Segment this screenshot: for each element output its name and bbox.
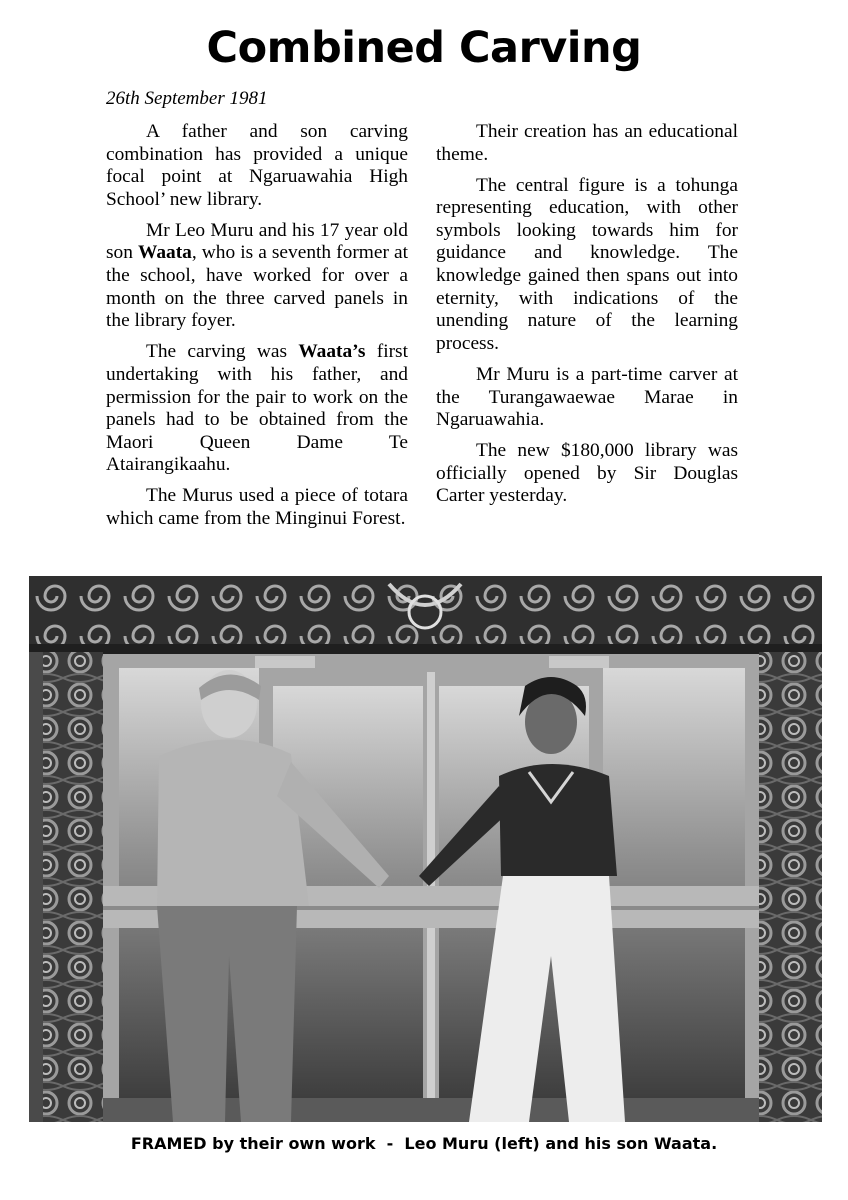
paragraph: Mr Leo Muru and his 17 year old son Waata, who is a seventh former at the school, have worked for over a month on the three carved panels in the library foyer.	[106, 219, 408, 332]
right-column	[436, 121, 738, 517]
paragraph: A father and son carving combination has provided a unique focal point at Ngaruawahia High School’ new library.	[106, 121, 408, 210]
paragraph: The Murus used a piece of totara which came from the Minginui Forest.	[106, 485, 408, 529]
paragraph: The central figure is a tohunga representing education, with other symbols looking towards him for guidance and knowledge. The knowledge gained then spans out into eternity, with indications of the unending nature of the learning process.	[436, 174, 738, 354]
article-photo	[29, 576, 822, 1122]
paragraph: Mr Muru is a part-time carver at the Turangawaewae Marae in Ngaruawahia.	[436, 363, 738, 431]
photo-caption: FRAMED by their own work - Leo Muru (left) and his son Waata.	[130, 1134, 718, 1153]
paragraph: The carving was Waata’s first undertaking with his father, and permission for the pair to work on the panels had to be obtained from the Maori Queen Dame Te Atairangikaahu.	[106, 341, 408, 476]
left-column	[106, 121, 408, 539]
paragraph: Their creation has an educational theme.	[436, 121, 738, 165]
article-date: 26th September 1981	[106, 88, 268, 109]
article-title: Combined Carving	[206, 23, 642, 73]
paragraph: The new $180,000 library was officially opened by Sir Douglas Carter yesterday.	[436, 440, 738, 507]
photo-illustration	[29, 576, 822, 1122]
